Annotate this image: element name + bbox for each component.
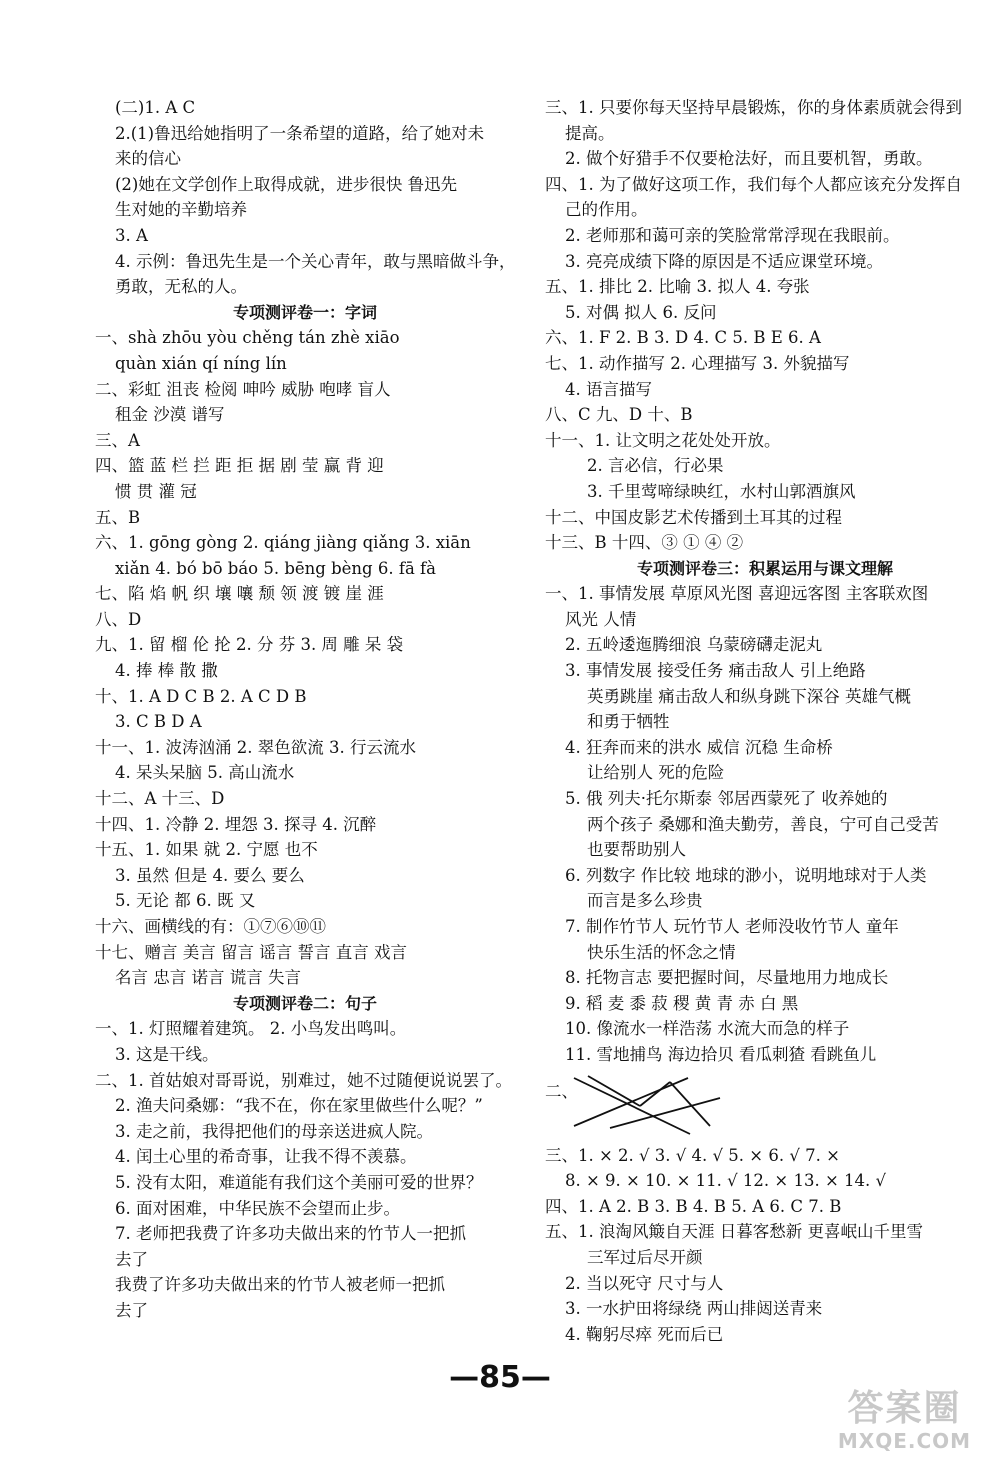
answer-line: 4. 呆头呆脑 5. 高山流水 [115,763,295,783]
answer-line: 2. 渔夫问桑娜：“我不在，你在家里做些什么呢？” [115,1096,483,1116]
answer-line: 风光 人情 [565,609,637,629]
answer-line: 八、D [95,609,142,629]
answer-line: 提高。 [565,123,615,143]
answer-line: 7. 制作竹节人 玩竹节人 老师没收竹节人 童年 [565,917,899,936]
matching-line-segment [640,1082,670,1106]
answer-line: 5. 没有太阳，难道能有我们这个美丽可爱的世界？ [115,1172,483,1192]
answer-line: 3. A [115,225,148,245]
answer-line: 2. 言必信，行必果 [587,456,724,476]
answer-line: 四、篮 蓝 栏 拦 距 拒 据 剧 莹 赢 背 迎 [95,456,384,476]
answer-line: 二、彩虹 沮丧 检阅 呻吟 威胁 咆哮 盲人 [95,379,391,399]
answer-line: 3. 走之前，我得把他们的母亲送进疯人院。 [115,1121,433,1141]
answer-line: 十三、B 十四、③ ① ④ ② [545,533,744,553]
answer-line: 4. 语言描写 [565,379,652,399]
answer-line: 去了 [115,1300,148,1320]
answer-line: 去了 [115,1249,148,1269]
answer-line: 一、1. 事情发展 草原风光图 喜迎远客图 主客联欢图 [545,584,929,604]
answer-line: 英勇跳崖 痛击敌人和纵身跳下深谷 英雄气概 [587,686,911,706]
answer-line: (2)她在文学创作上取得成就，进步很快 鲁迅先 [115,174,458,194]
answer-line: 五、1. 浪淘风簸自天涯 日暮客愁新 更喜岷山千里雪 [545,1222,923,1242]
answer-line: 十五、1. 如果 就 2. 宁愿 也不 [95,840,318,860]
answer-line: 2. 当以死守 尺寸与人 [565,1273,724,1293]
answer-line: 3. C B D A [115,712,202,732]
answer-line: 租金 沙漠 谱写 [115,405,225,425]
answer-line: 四、1. A 2. B 3. B 4. B 5. A 6. C 7. B [545,1196,842,1216]
answer-line: 十七、赠言 美言 留言 谣言 誓言 直言 戏言 [95,942,407,962]
answer-line: 2.(1)鲁迅给她指明了一条希望的道路，给了她对未 [115,123,485,143]
answer-line: 3. 亮亮成绩下降的原因是不适应课堂环境。 [565,251,883,271]
page-number: —85— [449,1360,551,1395]
watermark-line2: MXQE.COM [837,1429,972,1453]
answer-line: 4. 示例：鲁迅先生是一个关心青年，敢与黑暗做斗争， [115,251,516,271]
answer-line: 6. 列数字 作比较 地球的渺小，说明地球对于人类 [565,865,927,885]
answer-line: 三、1. 只要你每天坚持早晨锻炼，你的身体素质就会得到 [545,98,962,117]
answer-line: quàn xián qí níng lín [115,353,287,373]
answer-line: 3. 千里莺啼绿映红，水村山郭酒旗风 [587,481,856,501]
answer-line: 三、A [95,430,140,450]
answer-line: 9. 稻 麦 黍 菽 稷 黄 青 赤 白 黑 [565,993,799,1013]
left-column [95,95,515,1324]
answer-line: 一、1. 灯照耀着建筑。 2. 小鸟发出鸣叫。 [95,1019,407,1039]
matching-line-segment [574,1078,690,1134]
answer-line: 4. 鞠躬尽瘁 死而后已 [565,1324,724,1344]
matching-lines-drawing [570,1068,730,1140]
answer-line: 3. 虽然 但是 4. 要么 要么 [115,865,305,885]
matching-line-segment [574,1078,688,1126]
answer-line-label: 二、 [545,1081,578,1101]
answer-line: 己的作用。 [565,200,648,220]
answer-line: 10. 像流水一样浩荡 水流大而急的样子 [565,1019,850,1039]
answer-line: 8. × 9. × 10. × 11. √ 12. × 13. × 14. √ [565,1171,887,1191]
answer-line: 三、1. × 2. √ 3. √ 4. √ 5. × 6. √ 7. × [545,1145,840,1165]
matching-lines-answer [545,1068,985,1143]
answer-line: 而言是多么珍贵 [587,891,703,911]
answer-line: 3. 事情发展 接受任务 痛击敌人 引上绝路 [565,661,866,681]
answer-line: 我费了许多功夫做出来的竹节人被老师一把抓 [115,1275,445,1295]
answer-line: 和勇于牺牲 [587,712,670,732]
answer-line: 生对她的辛勤培养 [115,200,247,220]
answer-line: 两个孩子 桑娜和渔夫勤劳，善良，宁可自己受苦 [587,814,939,834]
answer-line: 十一、1. 波涛汹涌 2. 翠色欲流 3. 行云流水 [95,737,416,757]
answer-line: 十、1. A D C B 2. A C D B [95,686,307,706]
answer-line: 快乐生活的怀念之情 [587,942,736,962]
answer-line: 来的信心 [115,149,181,169]
answer-line: 六、1. gōng gòng 2. qiáng jiàng qiǎng 3. xiān [95,533,471,553]
answer-line: 四、1. 为了做好这项工作，我们每个人都应该充分发挥自 [545,174,962,194]
answer-line: 惯 贯 灌 冠 [115,481,197,501]
answer-line: 6. 面对困难，中华民族不会望而止步。 [115,1198,400,1218]
answer-line: 7. 老师把我费了许多功夫做出来的竹节人一把抓 [115,1224,466,1244]
answer-line: 一、shà zhōu yòu chěng tán zhè xiāo [95,328,400,348]
answer-line: 让给别人 死的危险 [587,763,725,783]
answer-line: 5. 对偶 拟人 6. 反问 [565,302,717,322]
answer-line: 勇敢，无私的人。 [115,277,247,297]
answer-line: 11. 雪地捕鸟 海边拾贝 看瓜刺猹 看跳鱼儿 [565,1044,877,1064]
answer-line: 二、1. 首姑娘对哥哥说，别难过，她不过随便说说罢了。 [95,1070,512,1090]
answer-line: 七、陷 焰 帆 织 壤 嚷 颓 领 渡 镀 崖 涯 [95,584,384,604]
answer-line: 七、1. 动作描写 2. 心理描写 3. 外貌描写 [545,353,850,373]
watermark-line1: 答案圈 [847,1388,962,1429]
section-title: 专项测评卷一：字词 [232,302,377,322]
answer-line: 五、1. 排比 2. 比喻 3. 拟人 4. 夸张 [545,277,810,297]
right-column [545,95,985,1347]
answer-line: 名言 忠言 诺言 谎言 失言 [115,968,301,988]
answer-line: 2. 做个好猎手不仅要枪法好，而且要机智，勇敢。 [565,149,933,169]
answer-line: 4. 捧 棒 散 撒 [115,661,218,681]
matching-line-segment [670,1082,710,1126]
answer-line: 三军过后尽开颜 [587,1247,703,1267]
answer-line: 5. 无论 都 6. 既 又 [115,891,256,911]
answer-line: 3. 这是干线。 [115,1044,219,1064]
answer-line: 8. 托物言志 要把握时间，尽量地用力地成长 [565,968,889,988]
answer-line: 五、B [95,507,141,527]
answer-line: 十二、A 十三、D [95,789,225,809]
answer-line: 3. 一水护田将绿绕 两山排闼送青来 [565,1299,823,1319]
answer-line: 十二、中国皮影艺术传播到土耳其的过程 [545,507,842,527]
answer-line: 六、1. F 2. B 3. D 4. C 5. B E 6. A [545,328,821,348]
watermark-logo [817,1388,992,1458]
section-title: 专项测评卷二：句子 [232,993,377,1013]
answer-line: 4. 狂奔而来的洪水 威信 沉稳 生命桥 [565,737,833,757]
answer-line: 十一、1. 让文明之花处处开放。 [545,430,781,450]
answer-line: 4. 闰土心里的希奇事，让我不得不羡慕。 [115,1147,417,1167]
answer-line: 十四、1. 冷静 2. 埋怨 3. 探寻 4. 沉醉 [95,814,377,834]
answer-line: (二)1. A C [115,98,196,117]
section-title: 专项测评卷三：积累运用与课文理解 [636,558,893,578]
answer-line: 5. 俄 列夫·托尔斯泰 邻居西蒙死了 收养她的 [565,789,888,809]
answer-line: 九、1. 留 榴 伦 抡 2. 分 芬 3. 周 雕 呆 袋 [95,635,404,655]
answer-line: 十六、画横线的有：①⑦⑥⑩⑪ [95,917,326,936]
answer-line: 八、C 九、D 十、B [545,405,693,425]
answer-line: 2. 五岭逶迤腾细浪 乌蒙磅礴走泥丸 [565,635,823,655]
answer-line: 也要帮助别人 [587,840,686,860]
answer-line: xiǎn 4. bó bō báo 5. bēng bèng 6. fā fà [115,558,436,578]
answer-line: 2. 老师那和蔼可亲的笑脸常常浮现在我眼前。 [565,225,900,245]
